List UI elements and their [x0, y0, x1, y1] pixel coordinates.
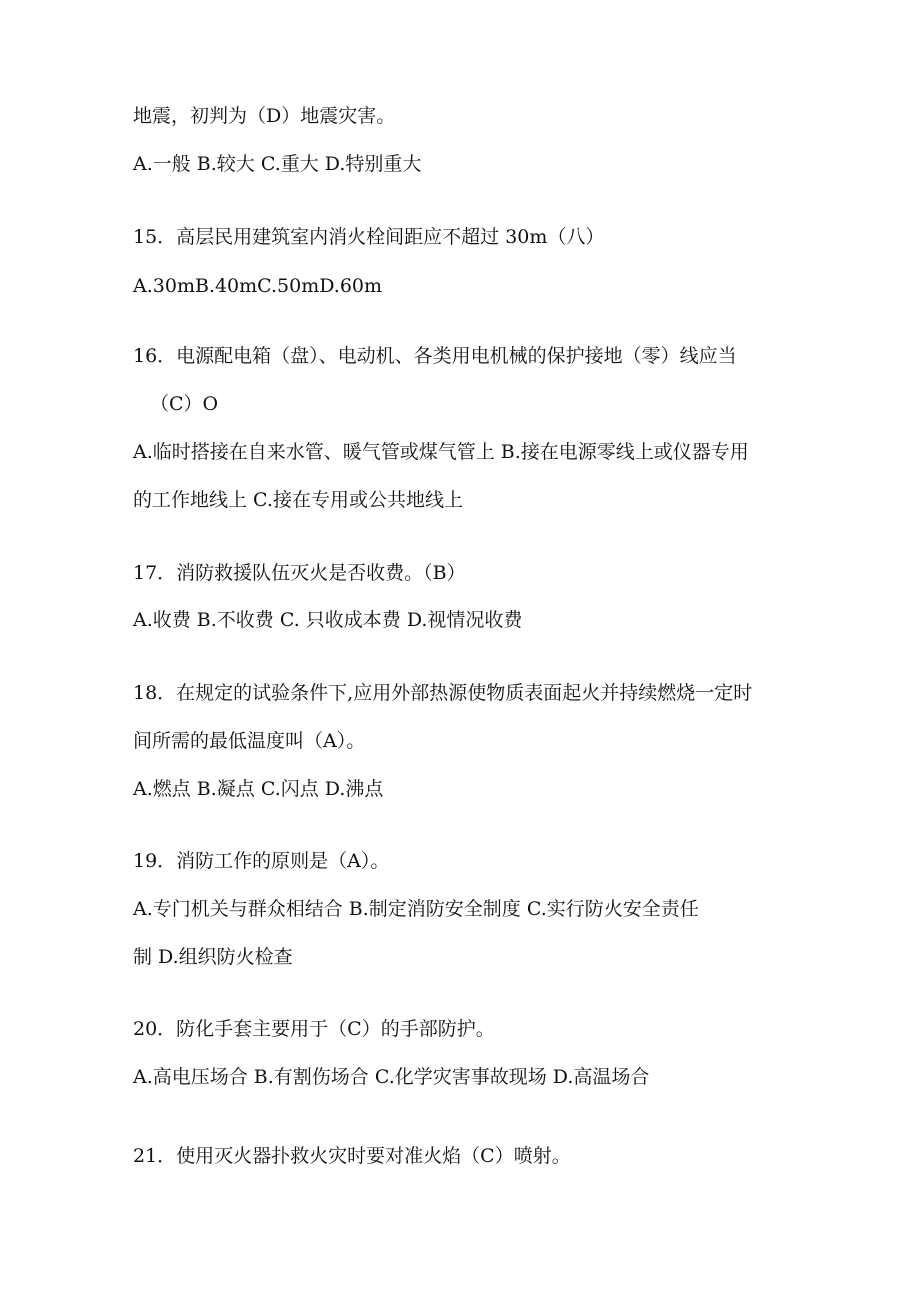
question-19-stem: 19．消防工作的原则是（A）。: [133, 850, 390, 872]
question-16-stem: 16．电源配电箱（盘）、电动机、各类用电机械的保护接地（零）线应当: [133, 345, 737, 367]
question-16-options-continued: 的工作地线上 C.接在专用或公共地线上: [133, 489, 463, 511]
question-14-stem-tail: 地震，初判为（D）地震灾害。: [133, 105, 396, 127]
question-17-stem: 17．消防救援队伍灭火是否收费。（B）: [133, 562, 466, 584]
question-19-options: A.专门机关与群众相结合 B.制定消防安全制度 C.实行防火安全责任: [133, 898, 699, 920]
question-20-stem: 20．防化手套主要用于（C）的手部防护。: [133, 1018, 495, 1040]
question-18-options: A.燃点 B.凝点 C.闪点 D.沸点: [133, 778, 384, 800]
question-19-options-continued: 制 D.组织防火检查: [133, 946, 293, 968]
question-17-options: A.收费 B.不收费 C. 只收成本费 D.视情况收费: [133, 609, 523, 631]
question-21-stem: 21．使用灭火器扑救火灾时要对准火焰（C）喷射。: [133, 1145, 571, 1167]
question-15-stem: 15．高层民用建筑室内消火栓间距应不超过 30m（八）: [133, 226, 605, 248]
question-16-stem-continued: （C）O: [150, 393, 219, 415]
question-20-options: A.高电压场合 B.有割伤场合 C.化学灾害事故现场 D.高温场合: [133, 1066, 650, 1088]
question-16-options: A.临时搭接在自来水管、暖气管或煤气管上 B.接在电源零线上或仪器专用: [133, 441, 749, 463]
question-18-stem-continued: 间所需的最低温度叫（A）。: [133, 730, 366, 752]
question-15-options: A.30mB.40mC.50mD.60m: [133, 275, 383, 297]
question-14-options: A.一般 B.较大 C.重大 D.特别重大: [133, 153, 422, 175]
question-18-stem: 18．在规定的试验条件下,应用外部热源使物质表面起火并持续燃烧一定时: [133, 682, 753, 704]
